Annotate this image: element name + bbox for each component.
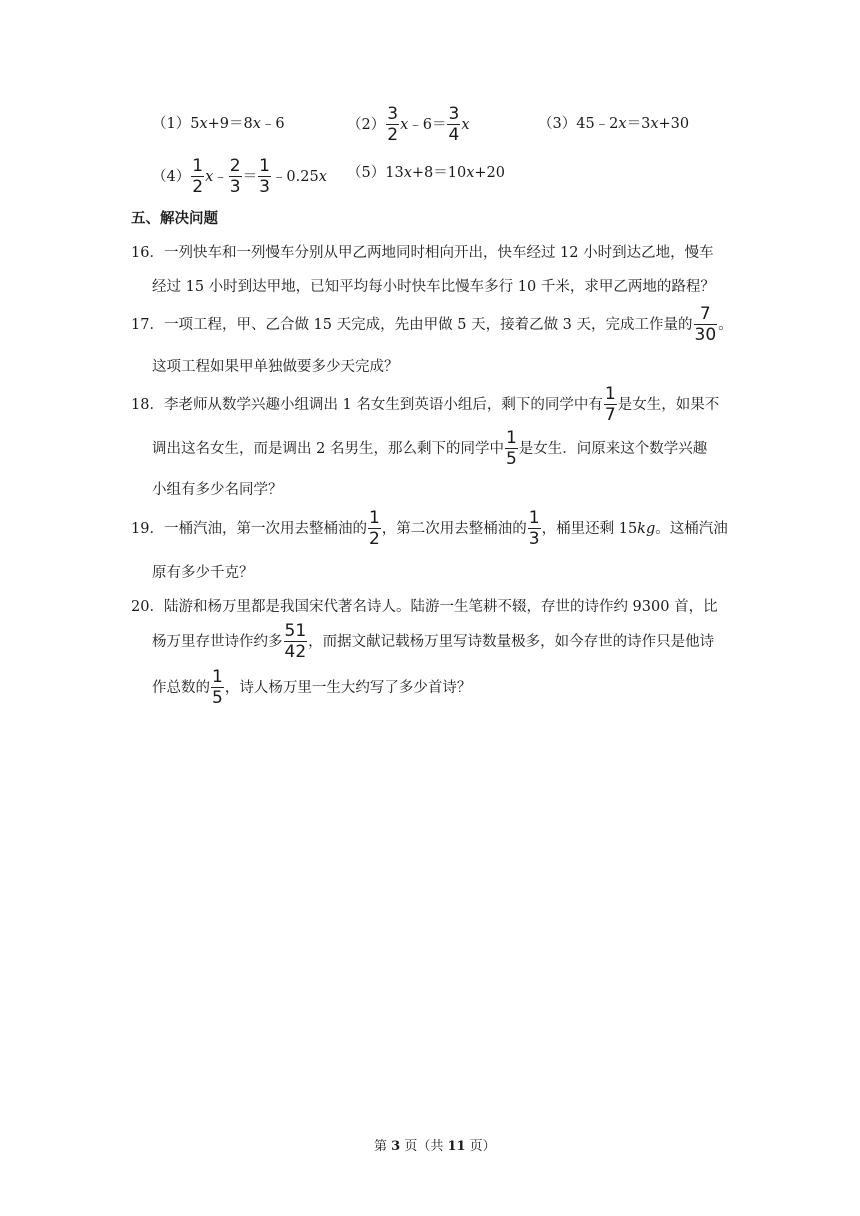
q17-fraction — [694, 306, 718, 344]
question-text: 一列快车和一列慢车分别从甲乙两地同时相向开出，快车经过 12 小时到达乙地，慢车 — [163, 245, 714, 261]
question-18-line-2 — [152, 430, 707, 468]
question-text: ，诗人杨万里一生大约写了多少首诗？ — [224, 679, 472, 696]
section-title: 五、解决问题 — [131, 210, 218, 227]
q19-f1-num: 1 — [368, 508, 380, 528]
question-text: 陆游和杨万里都是我国宋代著名诗人。陆游一生笔耕不辍，存世的诗作约 9300 首，比 — [163, 599, 718, 615]
question-20-line-2 — [152, 623, 714, 661]
q20-f1-den: 42 — [284, 642, 307, 662]
page-footer — [374, 1140, 496, 1153]
eq4-x1: x — [205, 168, 214, 185]
eq1-mid: +9＝8 — [207, 116, 253, 132]
eq4-x2: x — [318, 168, 327, 185]
q20-f1-num: 51 — [284, 621, 307, 641]
question-text: 李老师从数学兴趣小组调出 1 名女生到英语小组后，剩下的同学中有 — [163, 396, 603, 413]
eq5-mid: +8＝10 — [411, 165, 467, 181]
q19-f2-num: 1 — [528, 508, 540, 528]
question-16-line-2: 经过 15 小时到达甲地，已知平均每小时快车比慢车多行 10 千米，求甲乙两地的路程？ — [152, 279, 715, 295]
eq1-x1: x — [199, 116, 208, 132]
eq4-mid1: ﹣ — [213, 168, 228, 185]
eq5-x2: x — [466, 165, 475, 181]
eq3-x1: x — [618, 116, 627, 132]
eq4-label: （4） — [152, 168, 191, 185]
question-number: 19． — [131, 520, 164, 537]
q18-f2-num: 1 — [505, 428, 517, 448]
q20-f2-den: 5 — [212, 688, 223, 708]
eq2-f1-den: 2 — [387, 125, 399, 145]
eq1-tail: ﹣6 — [260, 116, 285, 132]
eq5-label: （5）13 — [347, 165, 404, 181]
q18-fraction-2 — [505, 430, 518, 468]
question-19-line-1 — [131, 510, 728, 548]
eq4-f1-den: 2 — [192, 177, 204, 197]
q17-f-den: 30 — [694, 325, 717, 345]
question-text: 一桶汽油，第一次用去整桶油的 — [163, 520, 367, 537]
q19-fraction-2 — [528, 510, 541, 548]
q20-f2-num: 1 — [212, 667, 223, 687]
question-number: 18． — [131, 396, 164, 413]
question-text: 作总数的 — [152, 679, 210, 696]
equation-4 — [152, 158, 327, 196]
question-17-line-2: 这项工程如果甲单独做要多少天完成？ — [152, 359, 399, 375]
eq4-f2-den: 3 — [229, 177, 241, 197]
footer-mid: 页（共 — [400, 1139, 448, 1154]
eq2-f1-num: 3 — [387, 104, 399, 124]
q20-fraction-2 — [211, 669, 224, 707]
eq1-x2: x — [252, 116, 261, 132]
q17-f-num: 7 — [699, 304, 711, 324]
question-20-line-1 — [131, 600, 718, 615]
equation-3 — [538, 117, 689, 132]
question-number: 20． — [131, 599, 164, 615]
q20-fraction-1 — [284, 623, 308, 661]
eq3-tail: +30 — [658, 116, 690, 132]
eq2-x2: x — [461, 116, 470, 133]
equation-2 — [347, 106, 470, 144]
question-text: 一项工程，甲、乙合做 15 天完成，先由甲做 5 天，接着乙做 3 天，完成工作量的 — [163, 316, 693, 333]
eq2-mid: ﹣6＝ — [408, 116, 447, 133]
question-20-line-3 — [152, 669, 471, 707]
question-18-line-1 — [131, 386, 719, 424]
q18-fraction-1 — [604, 386, 617, 424]
q18-f1-den: 7 — [604, 405, 616, 425]
question-text: ，而据文献记载杨万里写诗数量极多，如今存世的诗作只是他诗 — [308, 633, 715, 650]
q18-f2-den: 5 — [505, 449, 517, 469]
question-number: 16． — [131, 245, 164, 261]
page-number: 3 — [391, 1139, 401, 1154]
eq5-x1: x — [403, 165, 412, 181]
q19-f1-den: 2 — [368, 529, 380, 549]
eq4-fraction-3 — [258, 158, 271, 196]
eq3-label: （3）45﹣2 — [538, 116, 619, 132]
question-text: ，桶里还剩 15 — [541, 520, 638, 537]
eq5-tail: +20 — [474, 165, 505, 181]
question-18-line-3: 小组有多少名同学？ — [152, 482, 283, 498]
eq4-tail: ﹣0.25 — [271, 168, 319, 185]
eq3-mid: ＝3 — [626, 116, 651, 132]
eq4-f3-den: 3 — [259, 177, 270, 197]
question-number: 17． — [131, 316, 164, 333]
question-16-line-1 — [131, 246, 714, 261]
question-text: 。这桶汽油 — [655, 520, 728, 537]
eq2-fraction-1 — [386, 106, 399, 144]
eq3-x2: x — [650, 116, 659, 132]
eq2-x1: x — [400, 116, 409, 133]
eq4-mid2: ＝ — [242, 168, 258, 185]
equation-1 — [152, 117, 285, 132]
question-text: 调出这名女生，而是调出 2 名男生，那么剩下的同学中 — [152, 440, 504, 457]
question-text: 杨万里存世诗作约多 — [152, 633, 283, 650]
eq1-label: （1）5 — [152, 116, 200, 132]
eq2-f2-num: 3 — [448, 104, 460, 124]
page-total: 11 — [447, 1139, 466, 1154]
footer-post: 页） — [465, 1139, 496, 1154]
q17-end: 。 — [718, 316, 733, 333]
unit-kg: kg — [637, 520, 656, 537]
footer-pre: 第 — [374, 1139, 392, 1154]
eq4-f1-num: 1 — [192, 156, 204, 176]
eq4-fraction-1 — [191, 158, 204, 196]
equation-5 — [347, 166, 505, 181]
question-text: ，第二次用去整桶油的 — [381, 520, 527, 537]
eq4-f3-num: 1 — [259, 156, 270, 176]
eq4-f2-num: 2 — [229, 156, 241, 176]
eq2-fraction-2 — [447, 106, 460, 144]
question-text: 是女生，如果不 — [617, 396, 720, 413]
q19-f2-den: 3 — [528, 529, 540, 549]
q18-f1-num: 1 — [604, 384, 616, 404]
q19-fraction-1 — [368, 510, 381, 548]
question-text: 是女生．问原来这个数学兴趣 — [518, 440, 708, 457]
eq2-f2-den: 4 — [448, 125, 460, 145]
eq2-label: （2） — [347, 116, 386, 133]
question-19-line-2: 原有多少千克？ — [152, 565, 254, 581]
question-17-line-1 — [131, 306, 733, 344]
eq4-fraction-2 — [229, 158, 242, 196]
